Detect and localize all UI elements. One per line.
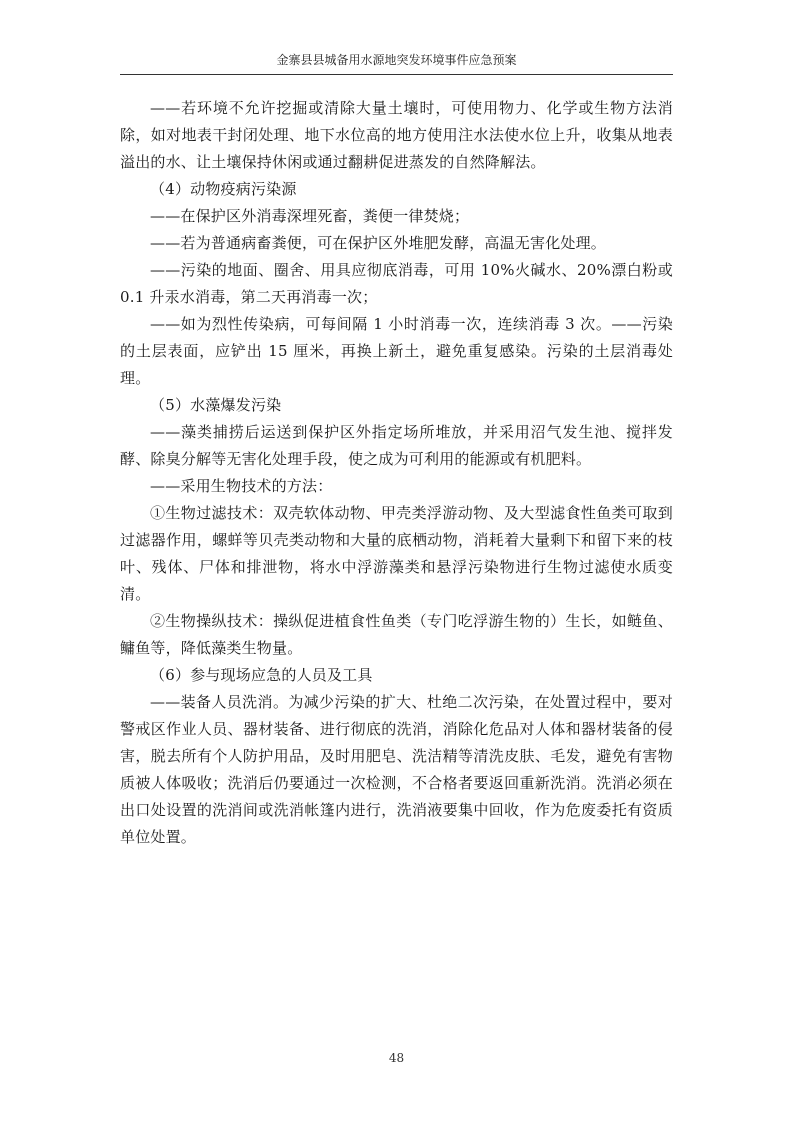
document-body bbox=[120, 95, 673, 851]
paragraph-decontamination: ——装备人员洗消。为减少污染的扩大、杜绝二次污染，在处置过程中，要对警戒区作业人员、器材装备、进行彻底的洗消，消除化危品对人体和器材装备的侵害，脱去所有个人防护用品，及时用肥皂、洗洁精等清洗皮肤、毛发，避免有害物质被人体吸收；洗消后仍要通过一次检测，不合格者要返回重新洗消。洗消必须在出口处设置的洗消间或洗消帐篷内进行，洗消液要集中回收，作为危废委托有资质单位处置。 bbox=[120, 693, 673, 846]
paragraph-bury-dead-livestock: ——在保护区外消毒深埋死畜，粪便一律焚烧； bbox=[150, 207, 470, 225]
header-divider bbox=[120, 74, 673, 75]
paragraph-soil-treatment: ——若环境不允许挖掘或清除大量土壤时，可使用物力、化学或生物方法消除，如对地表干封闭处理、地下水位高的地方使用注水法使水位上升，收集从地表溢出的水、让土壤保持休闲或通过翻耕促进蒸发的自然降解法。 bbox=[120, 99, 673, 171]
paragraph-biotech-methods: ——采用生物技术的方法： bbox=[150, 477, 333, 495]
section-heading-animal-disease: （4）动物疫病污染源 bbox=[150, 180, 297, 198]
section-heading-algae-bloom: （5）水藻爆发污染 bbox=[150, 396, 282, 414]
section-heading-personnel-tools: （6）参与现场应急的人员及工具 bbox=[150, 666, 373, 684]
running-header: 金寨县县城备用水源地突发环境事件应急预案 bbox=[276, 53, 517, 67]
paragraph-algae-disposal: ——藻类捕捞后运送到保护区外指定场所堆放，并采用沼气发生池、搅拌发酵、除臭分解等无害化处理手段，使之成为可利用的能源或有机肥料。 bbox=[120, 423, 673, 468]
paragraph-biomanipulation: ②生物操纵技术：操纵促进植食性鱼类（专门吃浮游生物的）生长，如鲢鱼、鳙鱼等，降低藻类生物量。 bbox=[120, 612, 673, 657]
paragraph-compost-manure: ——若为普通病畜粪便，可在保护区外堆肥发酵，高温无害化处理。 bbox=[150, 234, 607, 252]
page-number: 48 bbox=[388, 1051, 405, 1065]
paragraph-biofiltration: ①生物过滤技术：双壳软体动物、甲壳类浮游动物、及大型滤食性鱼类可取到过滤器作用，螺蛘等贝壳类动物和大量的底栖动物，消耗着大量剩下和留下来的枝叶、残体、尸体和排泄物，将水中浮游藻类和悬浮污染物进行生物过滤使水质变清。 bbox=[120, 504, 673, 603]
paragraph-disinfect-ground: ——污染的地面、圈舍、用具应彻底消毒，可用 10%火碱水、20%漂白粉或 0.1 升汞水消毒，第二天再消毒一次； bbox=[120, 261, 673, 306]
paragraph-infectious-disease: ——如为烈性传染病，可每间隔 1 小时消毒一次，连续消毒 3 次。——污染的土层表面，应铲出 15 厘米，再换上新土，避免重复感染。污染的土层消毒处理。 bbox=[120, 315, 673, 387]
